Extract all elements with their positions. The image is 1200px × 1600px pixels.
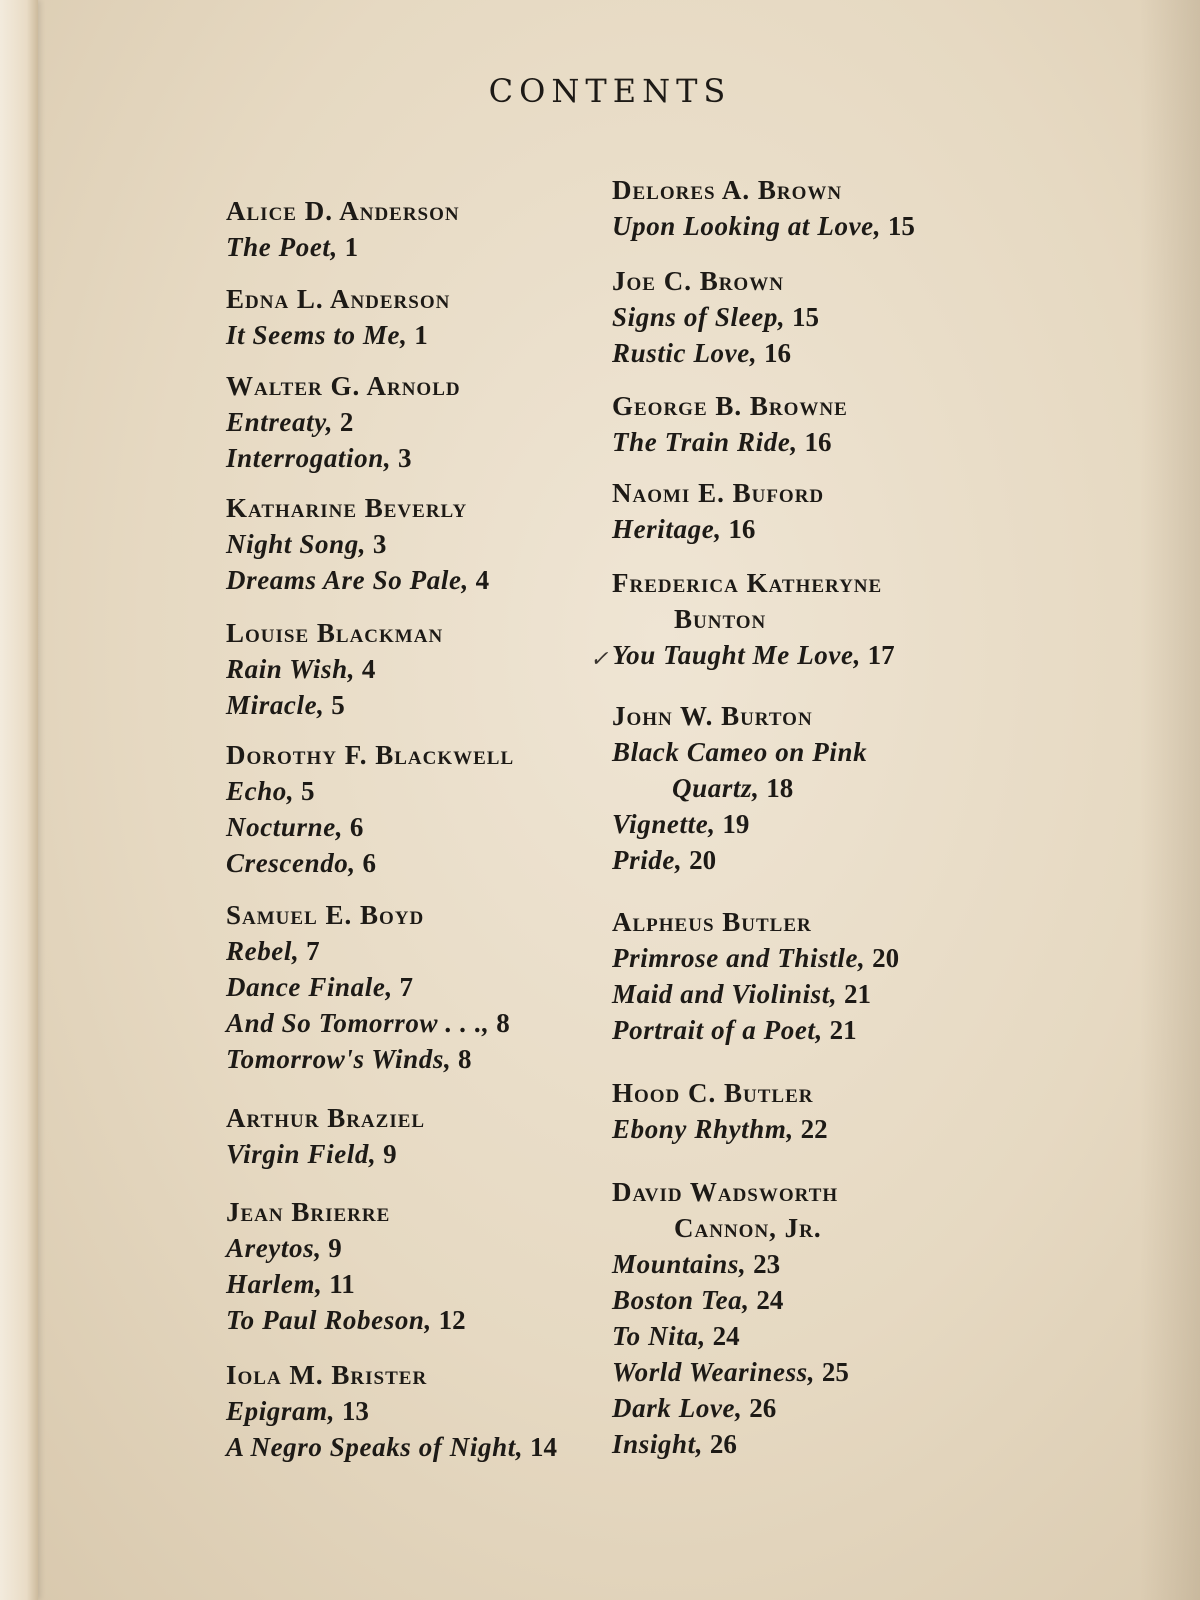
poem-page: 2 [339, 407, 354, 437]
poem-line [226, 1393, 616, 1429]
poem-title: World Weariness, [612, 1357, 816, 1387]
poem-line [226, 404, 616, 440]
poem-title: Harlem, [226, 1269, 323, 1299]
poem-title: To Nita, [612, 1321, 706, 1351]
author-name: Walter G. Arnold [226, 371, 461, 401]
poem-line [226, 526, 616, 562]
poem-line [612, 842, 1012, 878]
entry-jean-brierre [226, 1194, 616, 1338]
poem-title: And So Tomorrow . . ., [226, 1008, 490, 1038]
author-name: Delores A. Brown [612, 175, 843, 205]
author-name: George B. Browne [612, 391, 848, 421]
poem-page: 12 [438, 1305, 466, 1335]
poem-page: 21 [829, 1015, 857, 1045]
poem-page: 16 [804, 427, 832, 457]
author-name: Alice D. Anderson [226, 196, 460, 226]
poem-line [612, 734, 1012, 770]
poem-title: The Poet, [226, 232, 338, 262]
author-name: Naomi E. Buford [612, 478, 825, 508]
poem-title: You Taught Me Love, [612, 640, 861, 670]
poem-title: Heritage, [612, 514, 722, 544]
poem-title: Vignette, [612, 809, 716, 839]
entry-joe-brown [612, 263, 1012, 371]
poem-title: Dark Love, [612, 1393, 743, 1423]
entry-walter-arnold [226, 368, 616, 476]
poem-title: Mountains, [612, 1249, 747, 1279]
poem-line [226, 1266, 616, 1302]
author-name: David Wadsworth [612, 1177, 839, 1207]
author-name: Jean Brierre [226, 1197, 391, 1227]
poem-line [612, 1246, 1012, 1282]
poem-page: 15 [887, 211, 915, 241]
poem-page: 3 [397, 443, 412, 473]
poem-title: Signs of Sleep, [612, 302, 786, 332]
poem-title: Dreams Are So Pale, [226, 565, 469, 595]
author-name: Edna L. Anderson [226, 284, 451, 314]
poem-title: Pride, [612, 845, 683, 875]
poem-line [612, 940, 1012, 976]
poem-line [612, 1012, 1012, 1048]
poem-line [612, 770, 1012, 806]
poem-page: 23 [753, 1249, 781, 1279]
poem-page: 15 [792, 302, 820, 332]
poem-line [612, 806, 1012, 842]
poem-line [612, 511, 1012, 547]
poem-title: Rustic Love, [612, 338, 758, 368]
poem-title: The Train Ride, [612, 427, 798, 457]
author-name: Iola M. Brister [226, 1360, 428, 1390]
poem-line [612, 335, 1012, 371]
poem-line [226, 969, 616, 1005]
poem-page: 5 [301, 776, 315, 806]
poem-line [226, 1302, 616, 1338]
poem-line [612, 1426, 1012, 1462]
poem-page: 16 [763, 338, 791, 368]
poem-title: Dance Finale, [226, 972, 393, 1002]
poem-title: Rain Wish, [226, 654, 356, 684]
poem-page: 16 [728, 514, 756, 544]
poem-line [226, 440, 616, 476]
poem-page: 19 [722, 809, 750, 839]
poem-page: 6 [349, 812, 364, 842]
poem-title: Quartz, [672, 773, 760, 803]
poem-line [226, 1230, 616, 1266]
poem-line [612, 1282, 1012, 1318]
poem-line [226, 773, 616, 809]
poem-page: 9 [383, 1139, 397, 1169]
entry-george-browne [612, 388, 1012, 460]
poem-line [612, 1354, 1012, 1390]
entry-hood-butler [612, 1075, 1012, 1147]
poem-title: Ebony Rhythm, [612, 1114, 794, 1144]
poem-title: Tomorrow's Winds, [226, 1044, 452, 1074]
poem-line [226, 687, 616, 723]
poem-title: Boston Tea, [612, 1285, 750, 1315]
poem-title: Echo, [226, 776, 295, 806]
poem-line [226, 1005, 616, 1041]
author-name: Hood C. Butler [612, 1078, 814, 1108]
poem-line [612, 299, 1012, 335]
poem-page: 18 [766, 773, 794, 803]
poem-line [226, 562, 616, 598]
poem-page: 24 [756, 1285, 784, 1315]
poem-title: To Paul Robeson, [226, 1305, 432, 1335]
poem-page: 22 [800, 1114, 828, 1144]
poem-page: 7 [399, 972, 414, 1002]
poem-line [612, 1111, 1012, 1147]
poem-page: 7 [306, 936, 320, 966]
author-name: Samuel E. Boyd [226, 900, 425, 930]
entry-naomi-buford [612, 475, 1012, 547]
poem-line [226, 317, 616, 353]
poem-title: Miracle, [226, 690, 325, 720]
poem-page: 4 [361, 654, 376, 684]
poem-title: Black Cameo on Pink [612, 737, 868, 767]
poem-page: 8 [496, 1008, 510, 1038]
poem-title: Insight, [612, 1429, 704, 1459]
poem-page: 20 [689, 845, 717, 875]
page-title: CONTENTS [488, 72, 732, 110]
poem-title: Maid and Violinist, [612, 979, 838, 1009]
poem-title: Nocturne, [226, 812, 344, 842]
entry-louise-blackman [226, 615, 616, 723]
poem-line [590, 637, 1012, 673]
poem-page: 26 [709, 1429, 737, 1459]
poem-page: 14 [529, 1432, 557, 1462]
poem-page: 13 [341, 1396, 369, 1426]
poem-line [226, 809, 616, 845]
poem-title: Interrogation, [226, 443, 392, 473]
author-name: Louise Blackman [226, 618, 444, 648]
entry-edna-anderson [226, 281, 616, 353]
poem-line [226, 1041, 616, 1077]
poem-page: 1 [414, 320, 428, 350]
entry-frederica-bunton [590, 565, 1012, 673]
poem-line [612, 1390, 1012, 1426]
poem-page: 5 [331, 690, 345, 720]
poem-line [226, 933, 616, 969]
author-name-continued: Cannon, Jr. [674, 1213, 822, 1243]
author-name: Dorothy F. Blackwell [226, 740, 515, 770]
author-name-continued: Bunton [674, 604, 767, 634]
poem-page: 9 [328, 1233, 342, 1263]
poem-title: Epigram, [226, 1396, 336, 1426]
author-name: John W. Burton [612, 701, 813, 731]
poem-title: Primrose and Thistle, [612, 943, 866, 973]
poem-line [226, 229, 616, 265]
poem-line [612, 1318, 1012, 1354]
poem-title: Areytos, [226, 1233, 322, 1263]
poem-line [226, 845, 616, 881]
poem-page: 20 [872, 943, 900, 973]
poem-title: A Negro Speaks of Night, [226, 1432, 524, 1462]
entry-arthur-braziel [226, 1100, 616, 1172]
poem-page: 11 [329, 1269, 355, 1299]
poem-line [612, 976, 1012, 1012]
entry-katharine-beverly [226, 490, 616, 598]
poem-line [226, 1429, 616, 1465]
poem-page: 21 [843, 979, 871, 1009]
poem-page: 1 [344, 232, 359, 262]
poem-title: Rebel, [226, 936, 300, 966]
author-name: Alpheus Butler [612, 907, 812, 937]
poem-line [612, 208, 1012, 244]
poem-page: 3 [372, 529, 387, 559]
poem-page: 25 [821, 1357, 849, 1387]
poem-title: Entreaty, [226, 407, 334, 437]
poem-page: 8 [458, 1044, 472, 1074]
entry-samuel-boyd [226, 897, 616, 1077]
poem-line [226, 651, 616, 687]
poem-title: Night Song, [226, 529, 367, 559]
poem-title: Crescendo, [226, 848, 356, 878]
entry-john-burton [612, 698, 1012, 878]
entry-iola-brister [226, 1357, 616, 1465]
poem-line [612, 424, 1012, 460]
poem-page: 6 [362, 848, 376, 878]
poem-title: Virgin Field, [226, 1139, 377, 1169]
poem-title: Portrait of a Poet, [612, 1015, 823, 1045]
author-name: Katharine Beverly [226, 493, 468, 523]
entry-delores-brown [612, 172, 1012, 244]
author-name: Joe C. Brown [612, 266, 784, 296]
poem-page: 17 [867, 640, 895, 670]
author-name: Frederica Katheryne [612, 568, 883, 598]
poem-page: 24 [712, 1321, 740, 1351]
poem-title: Upon Looking at Love, [612, 211, 882, 241]
poem-title: It Seems to Me, [226, 320, 408, 350]
author-name: Arthur Braziel [226, 1103, 426, 1133]
entry-dorothy-blackwell [226, 737, 616, 881]
entry-alpheus-butler [612, 904, 1012, 1048]
poem-page: 26 [749, 1393, 777, 1423]
entry-alice-anderson [226, 193, 616, 265]
pencil-check-icon: ✓ [590, 646, 609, 671]
entry-david-cannon [612, 1174, 1012, 1462]
poem-line [226, 1136, 616, 1172]
poem-page: 4 [475, 565, 490, 595]
